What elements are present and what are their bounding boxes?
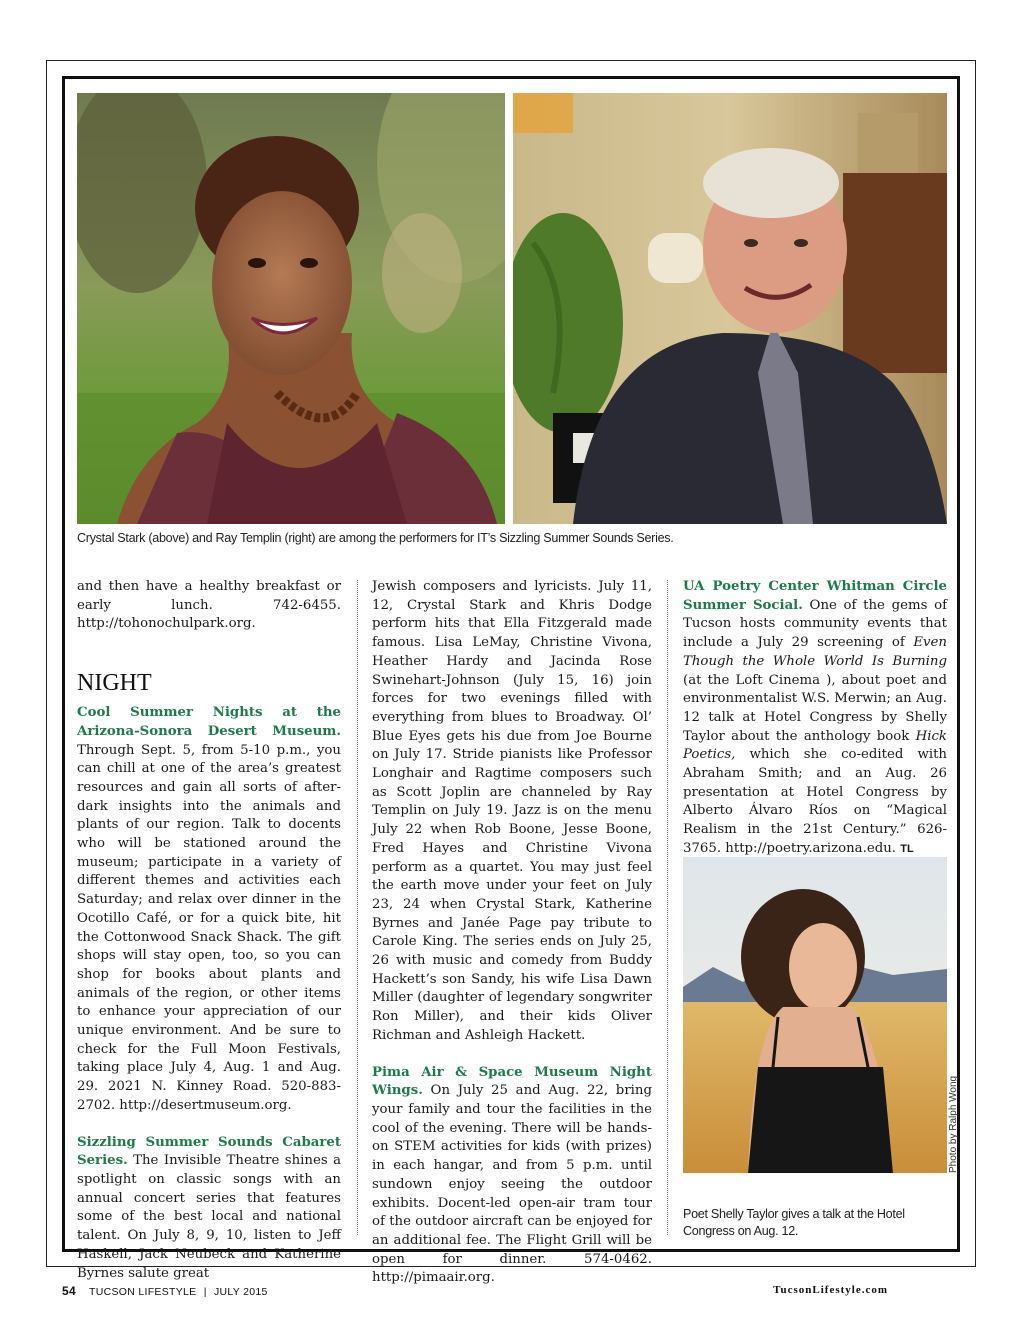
column-divider-2: [667, 580, 668, 1235]
column-3: [683, 578, 947, 859]
footer-left: [62, 1284, 268, 1298]
item-cabaret-series-body: The Invisible Theatre shines a spotlight on classic songs with an annual concert series that features some of the best local and national talent. On July 8, 9, 10, listen to Jeff Haskell, Jack Neubeck and Katherine Byrnes salute great: [77, 1153, 341, 1281]
item-desert-museum-heading: Cool Summer Nights at the Arizona-Sonora Desert Museum.: [77, 705, 341, 739]
column-divider-1: [357, 580, 358, 1235]
cabaret-continued: Jewish composers and lyricists. July 11, 12, Crystal Stark and Khris Dodge perform hits that Ella Fitzgerald made famous. Lisa LeMay, Christine Vivona, Heather Hardy and Jacinda Rose Swinehart-Johnson (July 15, 16) join forces for two evenings filled with everything from blues to Broadway. Ol’ Blue Eyes gets his due from Joe Bourne on July 17. Stride pianists like Professor Longhair and Ragtime composers such as Scott Joplin are channeled by Ray Templin on July 19. Jazz is on the menu July 22 when Rob Boone, Jesse Boone, Fred Hayes and Christine Vivona perform as a quartet. You may just feel the earth move under your feet on July 23, 24 when Crystal Stark, Katherine Byrnes and Janée Page pay tribute to Carole King. The series ends on July 25, 26 with music and comedy from Buddy Hackett’s son Sandy, his wife Lisa Dawn Miller (daughter of legendary songwriter Ron Miller), and their kids Oliver Richman and Ashleigh Hackett.: [372, 579, 652, 1043]
item-poetry-center-heading: UA Poetry Center Whitman Circle Summer Social.: [683, 579, 947, 613]
publication-name: TUCSON LIFESTYLE: [88, 1286, 197, 1298]
item-desert-museum-body: Through Sept. 5, from 5-10 p.m., you can chill at one of the area’s greatest resources and gain all sorts of after-dark insights into the animals and plants of our region. Talk to docents who will be stationed around the museum; participate in a variety of different themes and activities each Saturday; and relax over dinner in the Ocotillo Café, or for a quick bite, hit the Cottonwood Snack Shack. The gift shops will stay open, too, so you can shop for books about plants and animals of the region, or other items to enhance your appreciation of our unique environment. And be sure to check for the Full Moon Festivals, taking place July 4, Aug. 1 and Aug. 29. 2021 N. Kinney Road. 520-883-2702. http://desertmuseum.org.: [77, 742, 341, 1113]
item-pima-air-body: On July 25 and Aug. 22, bring your family and tour the facilities in the cool of the evening. There will be hands-on STEM activities for kids (with prizes) in each hangar, and from 5 p.m. until sundown enjoy seeing the outdoor exhibits. Docent-led open-air tram tour of the outdoor aircraft can be enjoyed for an additional fee. The Flight Grill will be open for dinner. 574-0462. http://pimaair.org.: [372, 1083, 653, 1286]
photo-ray-templin: [513, 93, 947, 524]
top-photo-caption: Crystal Stark (above) and Ray Templin (right) are among the performers for IT’s Sizzling Summer Sounds Series.: [77, 531, 674, 545]
issue-date: JULY 2015: [213, 1286, 268, 1298]
item-pima-air-heading: Pima Air & Space Museum Night Wings.: [372, 1064, 652, 1099]
item-poetry-center: [683, 578, 947, 859]
item-poetry-center-body-b: (at the Loft Cinema ), about poet and environmentalist W.S. Merwin; an Aug. 12 talk at Hotel Congress by Shelly Taylor about the anthology book: [683, 672, 947, 744]
intro-paragraph: and then have a healthy breakfast or early lunch. 742-6455. http://tohonochulpark.org.: [77, 579, 341, 632]
item-pima-air: [372, 1064, 652, 1288]
column-2: [372, 578, 652, 1288]
page-number: 54: [62, 1284, 76, 1298]
photo-shelly-taylor: [683, 857, 947, 1173]
footer-website: TucsonLifestyle.com: [773, 1284, 888, 1296]
side-photo-caption: Poet Shelly Taylor gives a talk at the Hotel Congress on Aug. 12.: [683, 1207, 905, 1238]
item-poetry-center-body-c: which she co-edited with Abraham Smith; and an Aug. 26 presentation at Hotel Congress by Alberto Álvaro Ríos on “Magical Realism in the 21st Century.” 626-3765. http://poetry.arizona.edu.: [683, 747, 947, 856]
item-poetry-center-body-a: One of the gems of Tucson hosts community events that include a July 29 screening of: [683, 597, 948, 651]
book-title: Hick Poetics,: [683, 728, 947, 763]
photo-crystal-stark: [77, 93, 505, 524]
photo-credit: Photo by Ralph Wong: [948, 1075, 959, 1173]
item-cabaret-series-heading: Sizzling Summer Sounds Cabaret Series.: [77, 1134, 341, 1169]
column-1: [77, 578, 341, 1283]
item-desert-museum: [77, 704, 341, 1115]
item-cabaret-series: [77, 1134, 341, 1284]
signoff-tl: TL: [900, 842, 914, 855]
footer-divider: |: [203, 1286, 207, 1298]
film-title: Even Though the Whole World Is Burning: [683, 635, 947, 669]
section-heading-night: NIGHT: [77, 670, 152, 697]
